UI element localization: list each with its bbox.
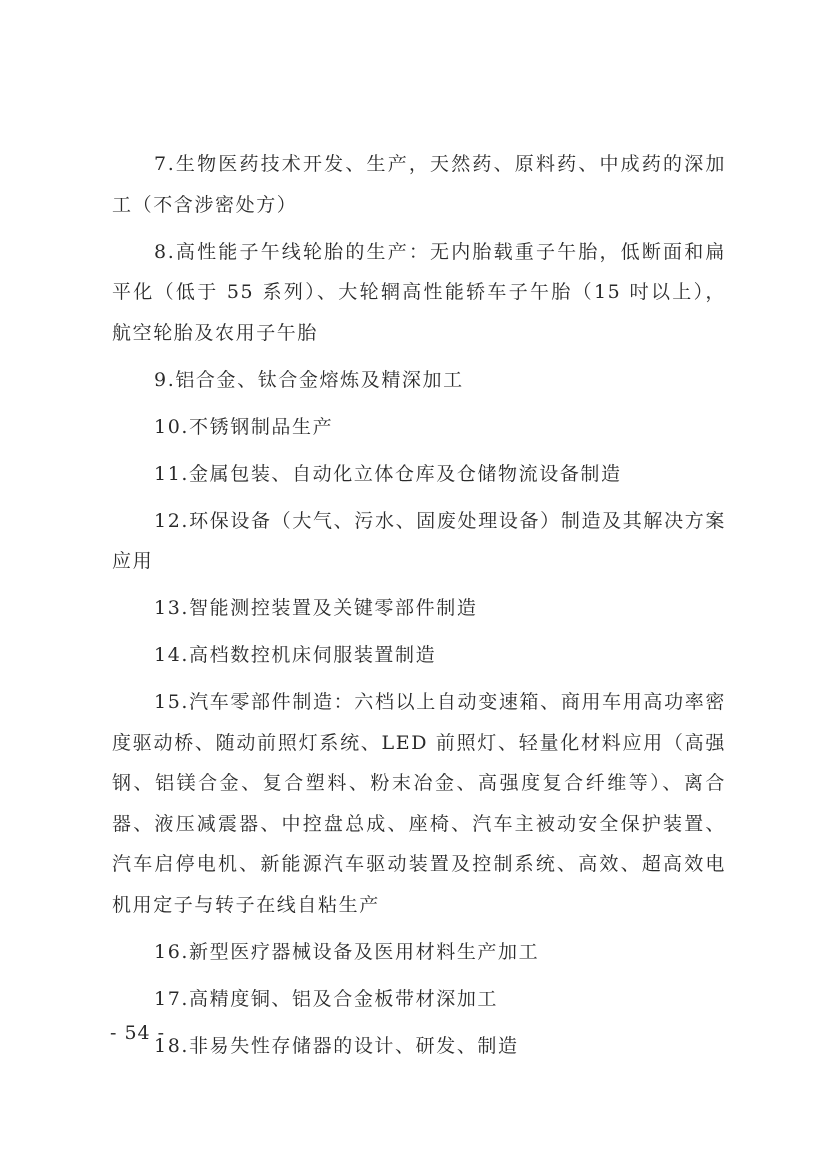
paragraph-item-9: 9.铝合金、钛合金熔炼及精深加工 xyxy=(154,368,464,391)
paragraph-item-10: 10.不锈钢制品生产 xyxy=(154,415,334,438)
document-body xyxy=(112,144,726,1073)
page-number: - 54 - xyxy=(110,1022,166,1044)
paragraph-item-8: 8.高性能子午线轮胎的生产：无内胎载重子午胎，低断面和扁平化（低于 55 系列）、大轮辋高性能轿车子午胎（15 吋以上），航空轮胎及农用子午胎 xyxy=(112,240,726,344)
paragraph-item-14: 14.高档数控机床伺服装置制造 xyxy=(154,644,437,666)
paragraph-item-12: 12.环保设备（大气、污水、固废处理设备）制造及其解决方案应用 xyxy=(112,509,726,572)
paragraph-item-15: 15.汽车零部件制造：六档以上自动变速箱、商用车用高功率密度驱动桥、随动前照灯系统、LED 前照灯、轻量化材料应用（高强钢、铝镁合金、复合塑料、粉末冶金、高强度复合纤维等）、离合器、液压减震器、中控盘总成、座椅、汽车主被动安全保护装置、汽车启停电机、新能源汽车驱动装置及控制系统、高效、超高效电机用定子与转子在线自粘生产 xyxy=(112,691,726,916)
paragraph-item-13: 13.智能测控装置及关键零部件制造 xyxy=(154,597,478,619)
paragraph-item-11: 11.金属包装、自动化立体仓库及仓储物流设备制造 xyxy=(154,462,622,485)
paragraph-item-18: 18.非易失性存储器的设计、研发、制造 xyxy=(154,1034,519,1057)
paragraph-item-7: 7.生物医药技术开发、生产，天然药、原料药、中成药的深加工（不含涉密处方） xyxy=(112,153,726,216)
paragraph-item-16: 16.新型医疗器械设备及医用材料生产加工 xyxy=(154,940,540,963)
paragraph-item-17: 17.高精度铜、铝及合金板带材深加工 xyxy=(154,987,499,1010)
